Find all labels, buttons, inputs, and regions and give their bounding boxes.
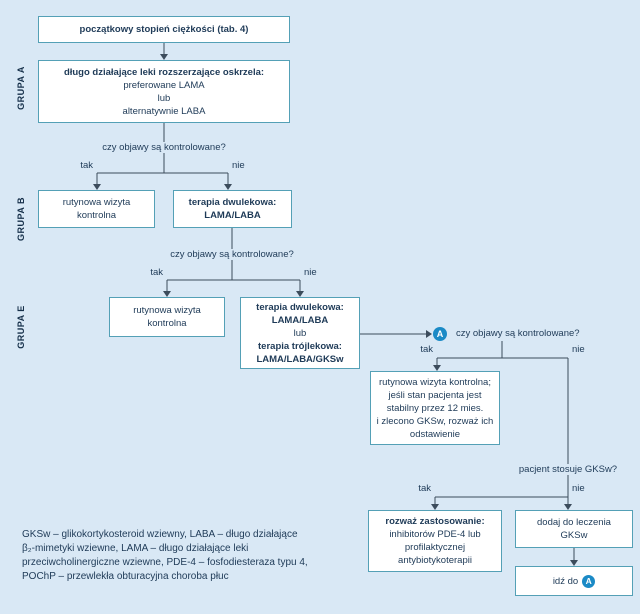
branch-label-no-1: nie [232, 160, 245, 171]
node-add-gks-line2: GKSw [560, 530, 588, 541]
node-goto-a [515, 566, 633, 596]
node-bronchodilators-title: długo działające leki rozszerzające oskrzela: [63, 66, 265, 78]
node-bronchodilators [38, 60, 290, 123]
branch-label-yes-3: tak [420, 344, 433, 355]
node-routine-visit-1-line2: kontrolna [76, 210, 117, 221]
node-consider-pde4-line4: antybiotykoterapii [398, 555, 472, 566]
node-routine-visit-3 [370, 371, 500, 445]
node-dual-or-triple-title2: terapia trójlekowa: [258, 340, 342, 352]
node-routine-visit-2 [109, 297, 225, 337]
group-label-e: GRUPA E [16, 305, 26, 349]
legend-line-2: β₂-mimetyki wziewne, LAMA – długo działające leki [22, 543, 249, 554]
marker-a-icon: A [582, 575, 595, 588]
node-routine-visit-3-line1: rutynowa wizyta kontrolna; [379, 376, 491, 388]
branch-label-no-2: nie [304, 267, 317, 278]
node-initial-severity [38, 16, 290, 43]
branch-label-yes-2: tak [150, 267, 163, 278]
branch-label-no-3: nie [572, 344, 585, 355]
node-routine-visit-2-line1: rutynowa wizyta [133, 305, 201, 316]
node-routine-visit-1 [38, 190, 155, 228]
node-dual-or-triple-or: lub [293, 327, 307, 339]
node-bronchodilators-or: lub [157, 92, 171, 104]
question-symptoms-controlled-2: czy objawy są kontrolowane? [162, 249, 302, 260]
marker-a-icon: A [433, 327, 447, 341]
node-routine-visit-3-line4: i zlecono GKSw, rozważ ich [376, 415, 494, 427]
abbreviations-legend [22, 528, 356, 584]
node-dual-or-triple-drugs2: LAMA/LABA/GKSw [256, 353, 344, 365]
node-routine-visit-3-line5: odstawienie [409, 428, 461, 440]
node-dual-or-triple-drugs1: LAMA/LABA [271, 314, 329, 326]
question-symptoms-controlled-3: czy objawy są kontrolowane? [456, 328, 580, 339]
arrowhead-right-icon [426, 330, 432, 338]
node-add-gks [515, 510, 633, 548]
node-consider-pde4-title: rozważ zastosowanie: [385, 516, 485, 527]
node-dual-therapy [173, 190, 292, 228]
node-dual-therapy-drugs: LAMA/LABA [204, 210, 261, 221]
group-label-a: GRUPA A [16, 66, 26, 110]
node-routine-visit-1-line1: rutynowa wizyta [62, 197, 131, 208]
node-goto-a-text: idź do [552, 575, 579, 587]
node-add-gks-line1: dodaj do leczenia [537, 517, 611, 528]
node-routine-visit-2-line2: kontrolna [147, 318, 187, 329]
question-symptoms-controlled-1: czy objawy są kontrolowane? [94, 142, 234, 153]
node-consider-pde4 [368, 510, 502, 572]
node-dual-or-triple-therapy [240, 297, 360, 369]
node-routine-visit-3-line2: jeśli stan pacjenta jest [388, 389, 482, 401]
legend-line-4: POChP – przewlekła obturacyjna choroba płuc [22, 571, 229, 582]
node-bronchodilators-option1: preferowane LAMA [123, 79, 205, 91]
legend-line-1: GKSw – glikokortykosteroid wziewny, LABA – długo działające [22, 529, 298, 540]
question-patient-uses-gks: pacjent stosuje GKSw? [498, 464, 638, 475]
group-label-b: GRUPA B [16, 197, 26, 241]
branch-label-yes-4: tak [418, 483, 431, 494]
node-bronchodilators-option2: alternatywnie LABA [122, 105, 206, 117]
node-routine-visit-3-line3: stabilny przez 12 mies. [386, 402, 484, 414]
branch-label-no-4: nie [572, 483, 585, 494]
node-consider-pde4-line2: inhibitorów PDE-4 lub [389, 529, 481, 540]
node-consider-pde4-line3: profilaktycznej [404, 542, 466, 553]
branch-label-yes-1: tak [80, 160, 93, 171]
node-dual-therapy-title: terapia dwulekowa: [188, 197, 277, 208]
node-initial-severity-text: początkowy stopień ciężkości (tab. 4) [79, 24, 249, 35]
node-dual-or-triple-title1: terapia dwulekowa: [256, 301, 344, 313]
legend-line-3: przeciwcholinergiczne wziewne, PDE-4 – fosfodiesteraza typu 4, [22, 557, 308, 568]
